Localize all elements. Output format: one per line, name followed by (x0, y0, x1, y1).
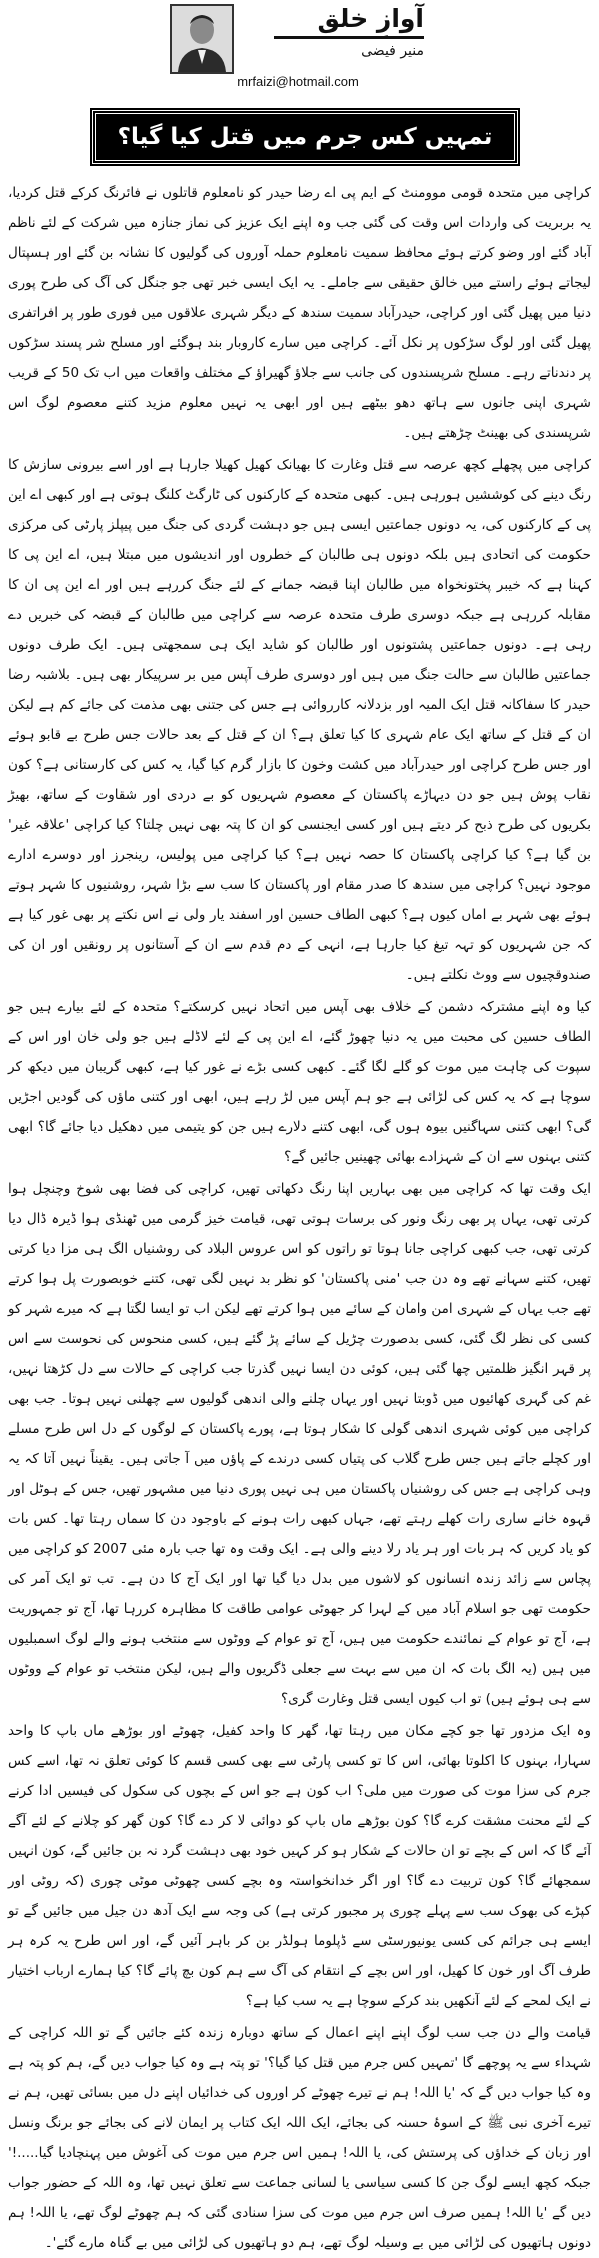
paragraph: کراچی میں متحدہ قومی موومنٹ کے ایم پی اے رضا حیدر کو نامعلوم قاتلوں نے فائرنگ کرکے قتل کردیا، یہ بربریت کی واردات اس وقت کی گئی جب وہ اپنے ایک عزیز کی نماز جنازہ میں شرکت کے لئے ناظم آباد گئے اور وضو کرتے ہوئے محافظ سمیت نامعلوم حملہ آوروں کی گولیوں کا نشانہ بن گئے اور ہسپتال لیجاتے ہوئے راستے میں خالق حقیقی سے جاملے۔ یہ ایک ایسی خبر تھی جو جنگل کی آگ کی طرح پوری دنیا میں پھیل گئی اور کراچی، حیدرآباد سمیت سندھ کے دیگر شہری علاقوں میں فوری طور پر افراتفری پھیل گئی اور لوگ سڑکوں پر نکل آئے۔ کراچی میں سارے کاروبار بند ہوگئے اور مسلح شر پسند سڑکوں پر دندناتے رہے۔ مسلح شرپسندوں کی جانب سے جلاؤ گھیراؤ کے مختلف واقعات میں اب تک 50 کے قریب شہری اپنی جانوں سے ہاتھ دھو بیٹھے ہیں اور ابھی یہ نہیں معلوم مزید کتنے معصوم لوگ اس شرپسندی کی بھینٹ چڑھتے ہیں۔ (8, 185, 591, 441)
paragraph: وہ ایک مزدور تھا جو کچے مکان میں رہتا تھا، گھر کا واحد کفیل، چھوٹے اور بوڑھے ماں باپ کا واحد سہارا، بہنوں کا اکلوتا بھائی، اس کا تو کسی پارٹی سے بھی کسی قسم کا کوئی تعلق نہ تھا، اسے کس جرم کی سزا موت کی صورت میں ملی؟ اب کون ہے جو اس کے بچوں کی سکول کی فیسیں ادا کرنے کے لئے محنت مشقت کرے گا؟ کون بوڑھے ماں باپ کو دوائی لا کر دے گا؟ کون گھر کو چلانے کے لئے آگے آئے گا کہ اس کے بچے تو ان حالات کے شکار ہو کر کہیں خود بھی دہشت گرد نہ بن جائیں گے، کون انہیں سمجھائے گا؟ کون تربیت دے گا؟ اور اگر خدانخواستہ وہ بچے کسی چھوٹی موٹی چوری (کہ روٹی اور کپڑے کی بھوک سب سے پہلے چوری پر مجبور کرتی ہے) کی وجہ سے ایک آدھ دن جیل میں جائیں گے تو ایسے ہی جرائم کی کسی یونیورسٹی سے ڈپلوما ہولڈر بن کر باہر آئیں گے، اور اس طرح یہ کرہ ہر طرف آگ اور خون کا کھیل، اور اس بچے کے انتقام کی آگ سے ہم کون بچ پائے گا؟ کیا ہمارے ارباب اختیار نے ایک لمحے کے لئے آنکھیں بند کرکے سوچا ہے یہ سب کیا ہے؟ (8, 1723, 591, 2009)
masthead (242, 4, 424, 60)
paragraph: قیامت والے دن جب سب لوگ اپنے اپنے اعمال کے ساتھ دوبارہ زندہ کئے جائیں گے تو اللہ کراچی کے شہداء سے یہ پوچھے گا 'تمہیں کس جرم میں قتل کیا گیا؟' تو پتہ ہے وہ کیا جواب دیں گے، ہم کو پتہ ہے وہ کیا جواب دیں گے کہ 'یا اللہ! ہم نے تیرے چھوٹے کر اوروں کی خدائیاں اپنے دل میں بسائی تھیں، ہم نے تیرے آخری نبی ﷺ کے اسوۂ حسنہ کی بجائے، ایک اللہ ایک کتاب پر ایمان لانے کی بجائے جو برنگ ونسل اور زبان کے خداؤں کی پرستش کی، یا اللہ! ہمیں اس جرم میں موت کی آغوش میں پہنچادیا گیا.....!' جبکہ کچھ ایسے لوگ جن کا کسی سیاسی یا لسانی جماعت سے تعلق نہیں تھا، وہ اللہ کے حضور جواب دیں گے 'یا اللہ! ہمیں صرف اس جرم میں موت کی سزا سنادی گئی کہ ہم چھوٹے لوگ تھے، یا اللہ! ہم دونوں ہاتھیوں کی لڑائی میں بے وسیلہ لوگ تھے، ہم دو ہاتھیوں کی لڑائی میں بے گناہ مارے گئے'۔ (8, 2025, 591, 2251)
article-body (8, 178, 591, 2251)
paragraph: ایک وقت تھا کہ کراچی میں بھی بہاریں اپنا رنگ دکھاتی تھیں، کراچی کی فضا بھی شوخ وچنچل ہوا کرتی تھی، یہاں پر بھی رنگ ونور کی برسات ہوتی تھی، قیامت خیز گرمی میں ٹھنڈی ہوا ڈیرہ ڈال دیا کرتی تھی، جب کبھی کراچی جانا ہوتا تو راتوں کو اس عروس البلاد کی روشنیاں الگ ہی مزا دیا کرتی تھیں، کتنے سہانے تھے وہ دن جب 'منی پاکستان' کو نظر بد نہیں لگی تھی، کتنے خوبصورت پل ہوا کرتے تھے جب یہاں کے شہری امن وامان کے سائے میں ہوا کرتے تھے لیکن اب تو ایسا لگتا ہے کہ میرے شہر کو کسی کی نظر لگ گئی، کسی بدصورت چڑیل کے سائے پڑ گئے ہیں، کسی منحوس کی نحوست سے اس پر قہر انگیز ظلمتیں چھا گئی ہیں، کوئی دن ایسا نہیں گذرتا جب کراچی کے حالات سے دل کڑھتا نہیں، غم کی گہری کھائیوں میں ڈوبتا نہیں اور یہاں چلنے والی اندھی گولیوں سے چھلنی نہیں ہوتا۔ جب بھی کراچی میں کوئی شہری اندھی گولی کا شکار ہوتا ہے، پورے پاکستان کے لوگوں کے دل اس طرح مسلے اور کچلے جاتے ہیں جس طرح گلاب کی پتیاں کسی درندے کے پاؤں میں آ جاتی ہیں۔ یقیناً نہیں آتا کہ یہ وہی کراچی ہے جس کی روشنیاں پاکستان میں ہی نہیں پوری دنیا میں مشہور تھیں، جس کے ہوٹل اور قہوہ خانے ساری رات کھلے رہتے تھے، جہاں کبھی رات ہونے کے باوجود دن کا سماں رہتا تھا۔ کس بات کو یاد کریں کہ ہر بات اور ہر یاد رلا دینے والی ہے۔ ایک وقت وہ تھا جب بارہ مئی 2007 کو کراچی میں پچاس سے زائد زندہ انسانوں کو لاشوں میں بدل دیا گیا تھا اور ایک آج کا دن ہے۔ تب تو ایک آمر کی حکومت تھی جو اسلام آباد میں کے لہرا کر جھوٹی عوامی طاقت کا مظاہرہ کررہا تھا، آج تو جمہوریت ہے، آج تو عوام کے نمائندے حکومت میں ہیں، آج تو عوام کے ووٹوں سے منتخب ہونے والے لوگ اسمبلیوں میں ہیں (یہ الگ بات کہ ان میں سے بہت سے جعلی ڈگریوں والے ہیں، لیکن منتخب تو عوام کے ووٹوں سے ہی ہوئے ہیں) تو اب کیوں ایسی قتل وغارت گری؟ (8, 1181, 591, 1707)
article-title: تمہیں کس جرم میں قتل کیا گیا؟ (117, 124, 493, 150)
paragraph: کیا وہ اپنے مشترکہ دشمن کے خلاف بھی آپس میں اتحاد نہیں کرسکتے؟ متحدہ کے لئے بیارے ہیں جو الطاف حسین کی محبت میں یہ دنیا چھوڑ گئے، اے این پی کے لئے لاڈلے ہیں جو ولی خان اور اس کے سپوت کی چاہت میں موت کو گلے لگا گئے۔ کبھی کسی بڑے نے غور کیا ہے، کبھی گریبان میں دیکھ کر سوچا ہے کہ یہ کس کی لڑائی ہے جو ہم آپس میں لڑ رہے ہیں، ابھی اور کتنی ماؤں کی گودیں اجڑیں گی؟ ابھی کتنی سہاگنیں بیوہ ہوں گی، ابھی کتنے دلارے ہیں جن کو یتیمی میں دھکیل دیا جائے گا؟ ابھی کتنی بہنوں سے ان کے شہزادے بھائی چھینیں جائیں گے؟ (8, 999, 591, 1165)
title-banner (92, 110, 518, 164)
author-name: منیر فیضی (361, 43, 424, 59)
masthead-underline (274, 36, 424, 39)
column-header (170, 0, 430, 92)
author-portrait-icon (172, 6, 232, 72)
author-email: mrfaizi@hotmail.com (237, 74, 359, 89)
column-name: آوازِ خلق (317, 4, 424, 33)
author-photo (170, 4, 234, 74)
paragraph: کراچی میں پچھلے کچھ عرصہ سے قتل وغارت کا بھیانک کھیل کھیلا جارہا ہے اور اسے بیرونی سازش کا رنگ دینے کی کوششیں ہورہی ہیں۔ کبھی متحدہ کے کارکنوں کی ٹارگٹ کلنگ ہوتی ہے اور کبھی اے این پی کے کارکنوں کی، یہ دونوں جماعتیں ایسی ہیں جو دہشت گردی کی جنگ میں پیپلز پارٹی کی مرکزی حکومت کی اتحادی ہیں بلکہ دونوں ہی طالبان کے خطروں اور اندیشوں میں مبتلا ہیں، اے این پی کا کہنا ہے کہ خیبر پختونخواہ میں طالبان اپنا قبضہ جمانے کے لئے جنگ کررہے ہیں اور اے این پی ان کا مقابلہ کررہی ہے جبکہ دوسری طرف متحدہ عرصہ سے کراچی میں طالبان کے قبضہ کی خبریں دے رہی ہے۔ دونوں جماعتیں پشتونوں اور طالبان کو شاید ایک ہی سمجھتی ہیں۔ ایک طرف دونوں جماعتیں طالبان سے حالت جنگ میں ہیں اور دوسری طرف آپس میں بر سرپیکار بھی ہیں۔ بلاشبہ رضا حیدر کا سفاکانہ قتل ایک المیہ اور بزدلانہ کارروائی ہے جس کی جتنی بھی مذمت کی جائے کم ہے لیکن ان کے قتل کے ساتھ ایک عام شہری کا کیا تعلق ہے؟ ان کے قتل کے بعد حالات جس طرح بے قابو ہوئے اور جس طرح کراچی اور حیدرآباد میں کشت وخون کا بازار گرم کیا گیا، یہ کس کی کارستانی ہے؟ کون نقاب پوش ہیں جو دن دیہاڑے پاکستان کے معصوم شہریوں کو بے دردی اور شقاوت کے ساتھ، بھیڑ بکریوں کی طرح ذبح کر دیتے ہیں اور کسی ایجنسی کو ان کا پتہ بھی نہیں چلتا؟ کیا کراچی 'علاقہ غیر' بن گیا ہے؟ کیا کراچی پاکستان کا حصہ نہیں ہے؟ کیا کراچی میں پولیس، رینجرز اور دوسرے ادارے موجود نہیں؟ کراچی میں سندھ کا صدر مقام اور پاکستان کا سب سے بڑا شہر، روشنیوں کا شہر ہوتے ہوئے بھی شہر بے اماں کیوں ہے؟ کبھی الطاف حسین اور اسفند یار ولی نے اس نکتے پر بھی غور کیا ہے کہ جن شہریوں کو تہہ تیغ کیا جارہا ہے، انہی کے دم قدم سے ان کے آستانوں پر رونقیں اور ان کی صندوقچیوں سے ووٹ نکلتے ہیں۔ (8, 457, 591, 983)
